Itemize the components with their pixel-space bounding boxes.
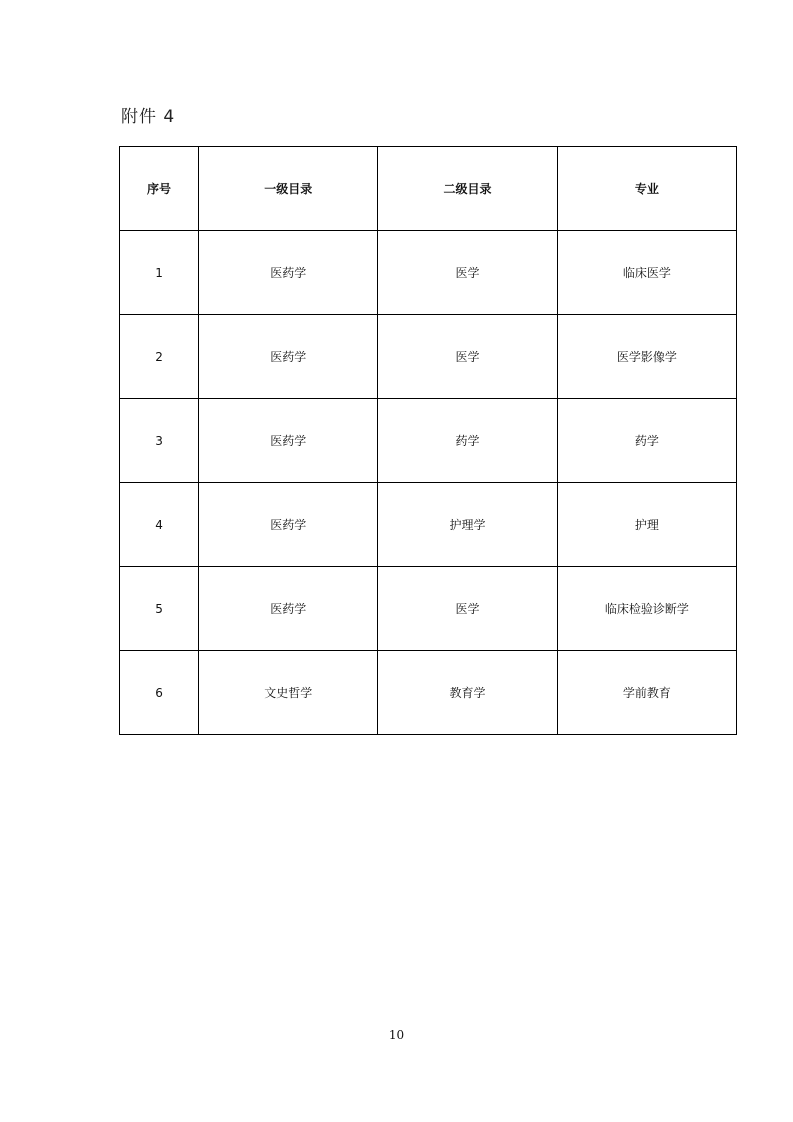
cell-level2: 医学 bbox=[378, 315, 557, 399]
cell-seq: 1 bbox=[120, 231, 199, 315]
cell-level1: 医药学 bbox=[199, 231, 378, 315]
cell-major: 学前教育 bbox=[557, 651, 736, 735]
cell-level2: 医学 bbox=[378, 231, 557, 315]
table-row bbox=[120, 567, 737, 651]
cell-level1: 医药学 bbox=[199, 567, 378, 651]
cell-level1: 医药学 bbox=[199, 315, 378, 399]
cell-seq: 6 bbox=[120, 651, 199, 735]
table-row bbox=[120, 315, 737, 399]
table-row bbox=[120, 651, 737, 735]
table-row bbox=[120, 399, 737, 483]
page-number: 10 bbox=[388, 1028, 405, 1042]
cell-seq: 4 bbox=[120, 483, 199, 567]
header-level1-category: 一级目录 bbox=[199, 147, 378, 231]
cell-major: 护理 bbox=[557, 483, 736, 567]
cell-major: 临床医学 bbox=[557, 231, 736, 315]
header-major: 专业 bbox=[557, 147, 736, 231]
attachment-title: 附件 4 bbox=[121, 107, 176, 127]
cell-level1: 医药学 bbox=[199, 483, 378, 567]
cell-seq: 2 bbox=[120, 315, 199, 399]
table-row bbox=[120, 483, 737, 567]
cell-major: 药学 bbox=[557, 399, 736, 483]
cell-level2: 医学 bbox=[378, 567, 557, 651]
cell-level2: 护理学 bbox=[378, 483, 557, 567]
cell-level2: 教育学 bbox=[378, 651, 557, 735]
cell-seq: 5 bbox=[120, 567, 199, 651]
cell-seq: 3 bbox=[120, 399, 199, 483]
header-seq: 序号 bbox=[120, 147, 199, 231]
cell-level2: 药学 bbox=[378, 399, 557, 483]
majors-table bbox=[119, 146, 737, 735]
cell-major: 医学影像学 bbox=[557, 315, 736, 399]
table-row bbox=[120, 231, 737, 315]
cell-level1: 医药学 bbox=[199, 399, 378, 483]
header-level2-category: 二级目录 bbox=[378, 147, 557, 231]
table-header-row bbox=[120, 147, 737, 231]
cell-level1: 文史哲学 bbox=[199, 651, 378, 735]
cell-major: 临床检验诊断学 bbox=[557, 567, 736, 651]
